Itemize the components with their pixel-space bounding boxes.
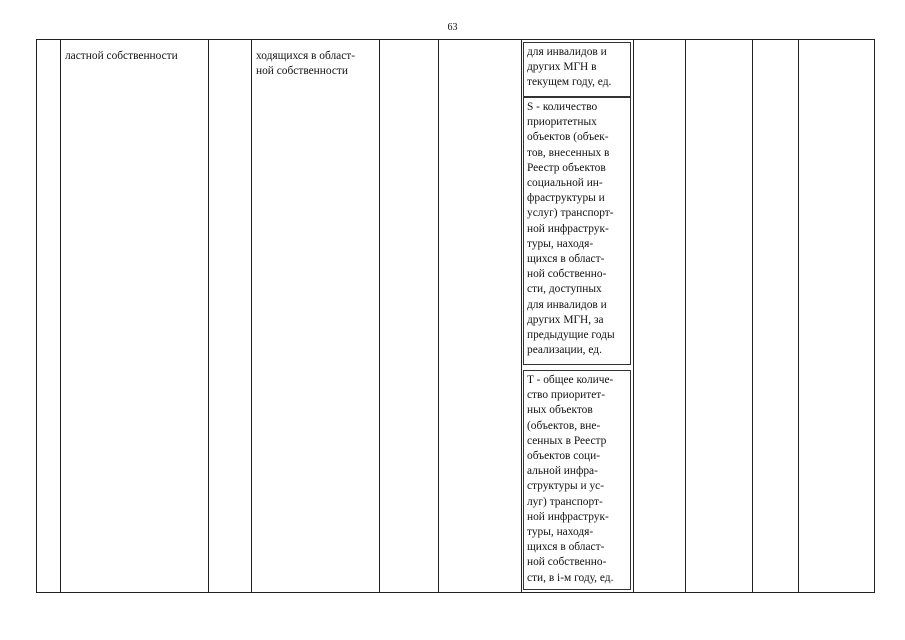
column-divider [685, 39, 686, 593]
table-frame [36, 39, 875, 593]
column-divider [633, 39, 634, 593]
column-divider [798, 39, 799, 593]
page-number: 63 [447, 22, 458, 33]
column-divider [438, 39, 439, 593]
column-divider [752, 39, 753, 593]
column-divider [379, 39, 380, 593]
column-divider [208, 39, 209, 593]
column-divider [60, 39, 61, 593]
column-2-text: ластной собственности [65, 50, 178, 62]
indicator-subcell-1 [523, 42, 631, 97]
indicator-subcell-2 [523, 97, 631, 365]
indicator-description-3: T - общее количе- ство приоритет- ных объектов (объектов, вне- сенных в Реестр объектов соци- альной инфра- структуры и ус- луг) транспорт- ной инфраструк- туры, находя- щихся в област- ной собственно- сти, в i-м году, ед. [527, 374, 614, 584]
column-divider [521, 39, 522, 593]
column-divider [251, 39, 252, 593]
column-4-text: ходящихся в област- ной собственности [256, 50, 356, 78]
indicator-subcell-3 [523, 370, 631, 590]
indicator-description-1: для инвалидов и других МГН в текущем году, ед. [527, 46, 612, 89]
indicator-description-2: S - количество приоритетных объектов (объек- тов, внесенных в Реестр объектов социальной ин- фраструктуры и услуг) транспорт- ной инфраструк- туры, находя- щихся в област- ной собственно- сти, доступных для инвалидов и других МГН, за предыдущие годы реализации, ед. [527, 101, 615, 357]
